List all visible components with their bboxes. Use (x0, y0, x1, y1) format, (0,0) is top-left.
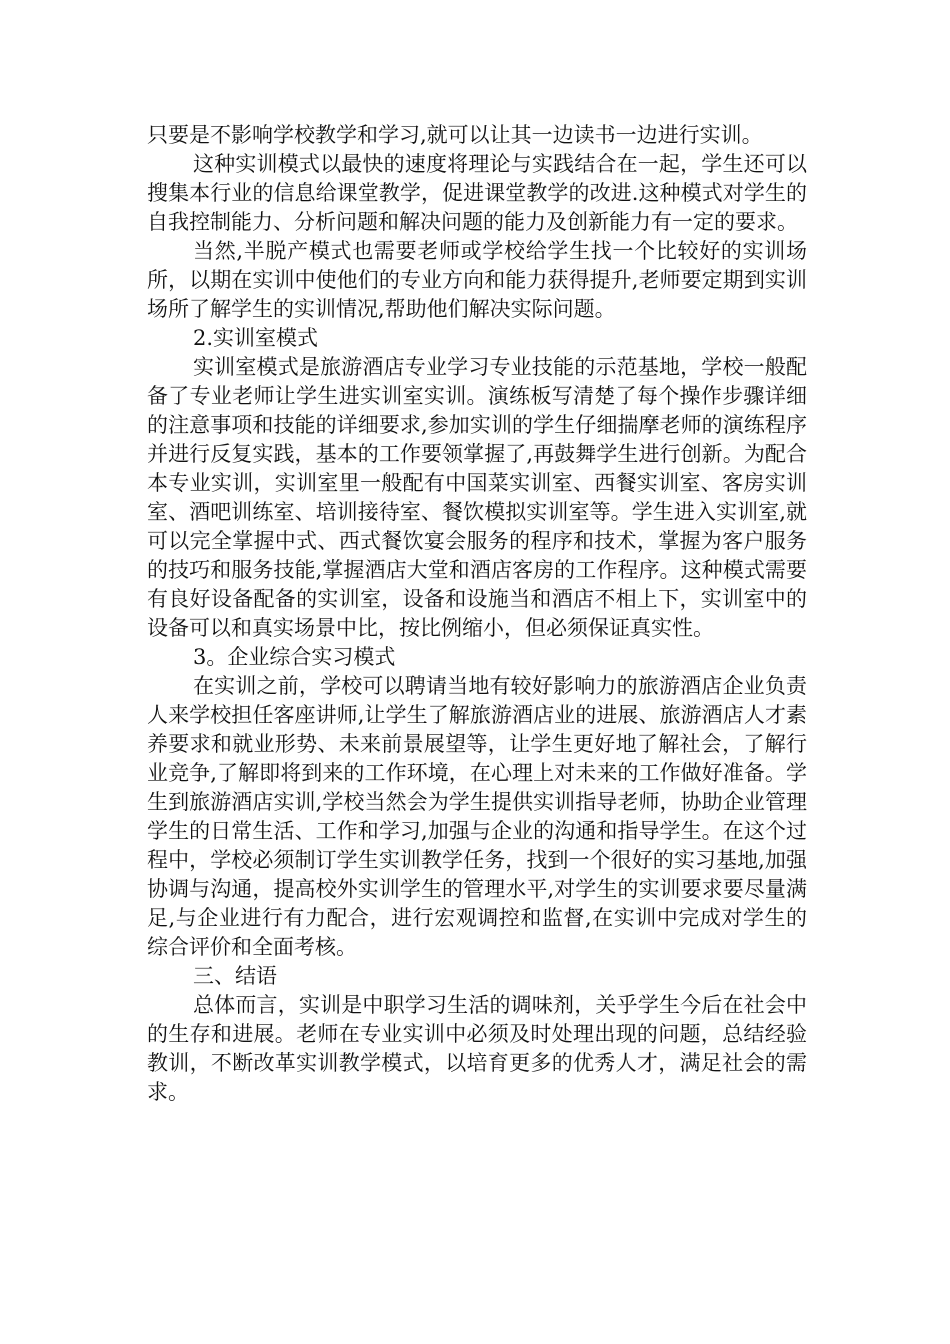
section-heading-enterprise-internship-mode: 3。企业综合实习模式 (193, 645, 396, 669)
paragraph-training-room-mode: 实训室模式是旅游酒店专业学习专业技能的示范基地，学校一般配备了专业老师让学生进实训室实训。演练板写清楚了每个操作步骤详细的注意事项和技能的详细要求,参加实训的学生仔细揣摩老师的演练程序并进行反复实践，基本的工作要领掌握了,再鼓舞学生进行创新。为配合本专业实训，实训室里一般配有中国菜实训室、西餐实训室、客房实训室、酒吧训练室、培训接待室、餐饮模拟实训室等。学生进入实训室,就可以完全掌握中式、西式餐饮宴会服务的程序和技术，掌握为客户服务的技巧和服务技能,掌握酒店大堂和酒店客房的工作程序。这种模式需要有良好设备配备的实训室，设备和设施当和酒店不相上下，实训室中的设备可以和真实场景中比，按比例缩小，但必须保证真实性。 (147, 355, 807, 640)
paragraph-training-mode-benefits: 这种实训模式以最快的速度将理论与实践结合在一起，学生还可以搜集本行业的信息给课堂教学，促进课堂教学的改进.这种模式对学生的自我控制能力、分析问题和解决问题的能力及创新能力有一定的要求。 (147, 152, 807, 234)
section-heading-conclusion: 三、结语 (193, 964, 277, 988)
paragraph-continuation: 只要是不影响学校教学和学习,就可以让其一边读书一边进行实训。 (147, 123, 763, 147)
section-heading-training-room-mode: 2.实训室模式 (193, 326, 319, 350)
paragraph-conclusion: 总体而言，实训是中职学习生活的调味剂，关乎学生今后在社会中的生存和进展。老师在专业实训中必须及时处理出现的问题，总结经验教训，不断改革实训教学模式，以培育更多的优秀人才，满足社会的需求。 (147, 993, 807, 1104)
document-page (147, 121, 807, 1107)
paragraph-half-release-mode: 当然,半脱产模式也需要老师或学校给学生找一个比较好的实训场所，以期在实训中使他们的专业方向和能力获得提升,老师要定期到实训场所了解学生的实训情况,帮助他们解决实际问题。 (147, 239, 807, 321)
paragraph-enterprise-internship-mode: 在实训之前，学校可以聘请当地有较好影响力的旅游酒店企业负责人来学校担任客座讲师,让学生了解旅游酒店业的进展、旅游酒店人才素养要求和就业形势、未来前景展望等，让学生更好地了解社会，了解行业竞争,了解即将到来的工作环境，在心理上对未来的工作做好准备。学生到旅游酒店实训,学校当然会为学生提供实训指导老师，协助企业管理学生的日常生活、工作和学习,加强与企业的沟通和指导学生。在这个过程中，学校必须制订学生实训教学任务，找到一个很好的实习基地,加强协调与沟通，提高校外实训学生的管理水平,对学生的实训要求要尽量满足,与企业进行有力配合，进行宏观调控和监督,在实训中完成对学生的综合评价和全面考核。 (147, 674, 807, 959)
